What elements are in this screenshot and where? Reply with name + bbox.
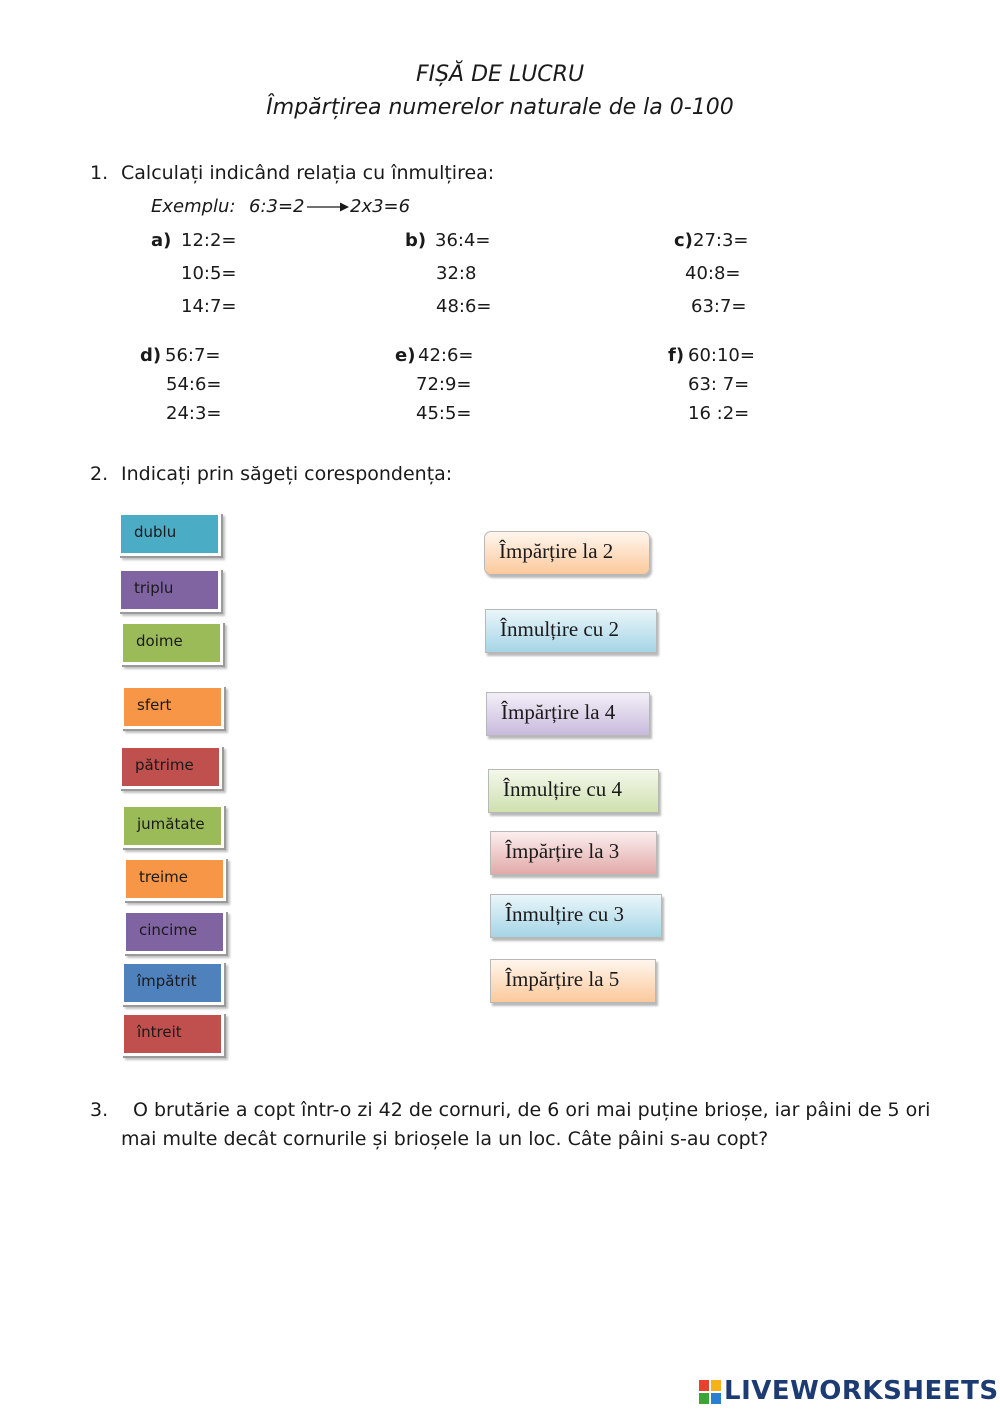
exercise3-number: 3. — [90, 1099, 109, 1121]
calc-item: 54:6= — [166, 374, 222, 395]
operation-card-label: Împărțire la 2 — [499, 539, 614, 563]
word-card-sfert[interactable] — [121, 685, 224, 729]
operation-card-inmultire-3[interactable] — [490, 894, 662, 938]
group-label-c: c) — [674, 230, 693, 251]
exercise3-line1: O brutărie a copt într-o zi 42 de cornuri, de 6 ori mai puține brioșe, iar pâini de 5 ori — [133, 1099, 931, 1121]
operation-card-label: Înmulțire cu 2 — [500, 617, 619, 641]
group-label-b: b) — [405, 230, 427, 251]
operation-card-impartire-3[interactable] — [490, 831, 657, 875]
word-card-label: treime — [139, 868, 188, 886]
exercise2-number: 2. — [90, 463, 109, 485]
word-card-treime[interactable] — [123, 857, 226, 901]
calc-item: 14:7= — [181, 296, 237, 317]
calc-item: 63:7= — [691, 296, 747, 317]
example-left: 6:3=2 — [249, 196, 305, 217]
operation-card-impartire-4[interactable] — [486, 692, 650, 736]
example-right: 2x3=6 — [350, 196, 411, 217]
word-card-intreit[interactable] — [121, 1012, 224, 1056]
word-card-doime[interactable] — [120, 621, 223, 665]
calc-item: 12:2= — [181, 230, 237, 251]
calc-item: 42:6= — [418, 345, 474, 366]
word-card-impatrit[interactable] — [121, 961, 224, 1005]
operation-card-impartire-2[interactable] — [484, 531, 650, 575]
operation-card-label: Împărțire la 4 — [501, 700, 616, 724]
word-card-label: pătrime — [135, 756, 194, 774]
word-card-triplu[interactable] — [118, 568, 221, 612]
word-card-dublu[interactable] — [118, 512, 221, 556]
exercise1-number: 1. — [90, 162, 109, 184]
calc-item: 72:9= — [416, 374, 472, 395]
calc-item: 56:7= — [165, 345, 221, 366]
exercise1-prompt: Calculați indicând relația cu înmulțirea: — [121, 162, 495, 184]
operation-card-label: Împărțire la 5 — [505, 967, 620, 991]
exercise2-prompt: Indicați prin săgeți corespondența: — [121, 463, 453, 485]
liveworksheets-logo-icon — [699, 1380, 721, 1404]
group-label-d: d) — [140, 345, 162, 366]
operation-card-inmultire-2[interactable] — [485, 609, 657, 653]
word-card-label: cincime — [139, 921, 198, 939]
calc-item: 40:8= — [685, 263, 741, 284]
word-card-label: jumătate — [137, 815, 205, 833]
operation-card-label: Înmulțire cu 3 — [505, 902, 624, 926]
liveworksheets-logo[interactable]: LIVEWORKSHEETS — [724, 1376, 999, 1406]
word-card-label: dublu — [134, 523, 177, 541]
word-card-patrime[interactable] — [119, 745, 222, 789]
calc-item: 36:4= — [435, 230, 491, 251]
calc-item: 48:6= — [436, 296, 492, 317]
calc-item: 10:5= — [181, 263, 237, 284]
operation-card-inmultire-4[interactable] — [488, 769, 659, 813]
group-label-f: f) — [668, 345, 685, 366]
calc-item: 63: 7= — [688, 374, 750, 395]
word-card-label: sfert — [137, 696, 172, 714]
word-card-label: întreit — [137, 1023, 182, 1041]
group-label-a: a) — [151, 230, 172, 251]
exercise3-line2: mai multe decât cornurile și brioșele la un loc. Câte pâini s-au copt? — [121, 1128, 769, 1150]
calc-item: 32:8 — [436, 263, 477, 284]
word-card-jumatate[interactable] — [121, 804, 224, 848]
operation-card-label: Împărțire la 3 — [505, 839, 620, 863]
operation-card-label: Înmulțire cu 4 — [503, 777, 622, 801]
calc-item: 27:3= — [693, 230, 749, 251]
page-title: FIȘĂ DE LUCRU — [415, 62, 585, 87]
calc-item: 60:10= — [688, 345, 755, 366]
arrow-right-icon — [306, 199, 350, 215]
example-label: Exemplu: — [151, 196, 236, 217]
calc-item: 24:3= — [166, 403, 222, 424]
word-card-label: triplu — [134, 579, 174, 597]
word-card-label: împătrit — [137, 972, 197, 990]
calc-item: 16 :2= — [688, 403, 750, 424]
page-subtitle: Împărțirea numerelor naturale de la 0-100 — [266, 95, 734, 120]
operation-card-impartire-5[interactable] — [490, 959, 656, 1003]
word-card-label: doime — [136, 632, 183, 650]
calc-item: 45:5= — [416, 403, 472, 424]
group-label-e: e) — [395, 345, 416, 366]
word-card-cincime[interactable] — [123, 910, 226, 954]
